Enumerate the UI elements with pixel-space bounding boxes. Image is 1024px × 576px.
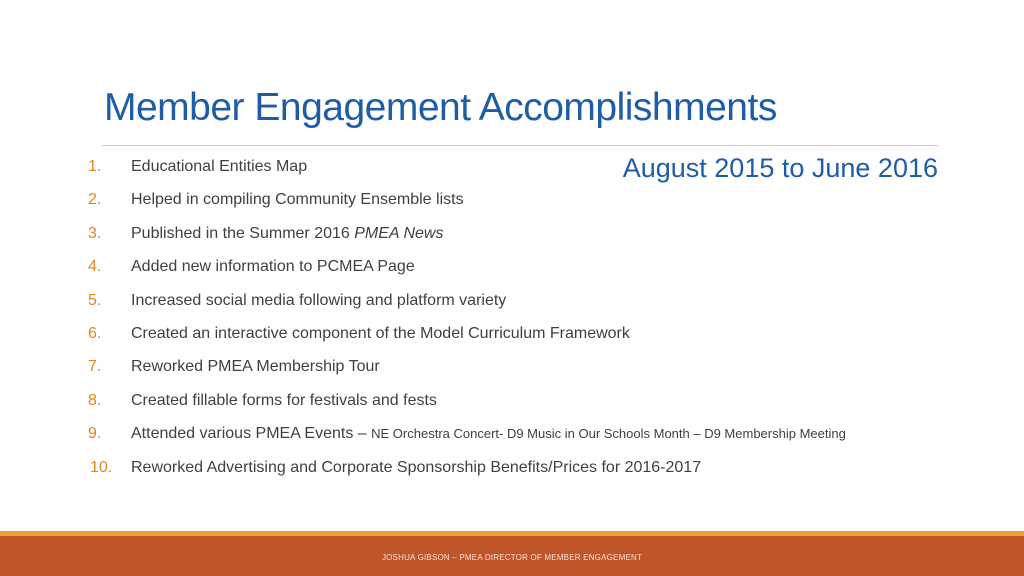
item-text: Educational Entities Map [131,158,308,175]
item-text: Attended various PMEA Events – NE Orchestra Concert- D9 Music in Our Schools Month – D9 Membership Meeting [131,425,846,443]
item-number: 4. [88,258,102,276]
item-text: Published in the Summer 2016 PMEA News [131,224,444,242]
item-text: Reworked PMEA Membership Tour [131,358,380,376]
item-text: Added new information to PCMEA Page [131,258,415,276]
publication-name: PMEA News [354,224,444,242]
title-divider [102,145,938,146]
item-number: 9. [88,425,102,443]
footer-text: JOSHUA GIBSON – PMEA DIRECTOR OF MEMBER ENGAGEMENT [381,553,643,562]
item-number: 1. [88,158,102,175]
item-number: 2. [88,191,102,209]
footer-band [0,536,1024,576]
item-text: Helped in compiling Community Ensemble lists [131,191,464,209]
item-number: 6. [88,324,102,342]
item-number: 8. [88,391,102,409]
item-number: 3. [88,224,102,242]
item-text: Created fillable forms for festivals and fests [131,391,437,409]
events-detail: NE Orchestra Concert- D9 Music in Our Schools Month – D9 Membership Meeting [371,426,846,442]
item-number: 5. [88,291,102,309]
item-number: 7. [88,358,102,376]
date-range-subtitle: August 2015 to June 2016 [622,153,938,183]
slide-title: Member Engagement Accomplishments [104,86,777,129]
item-number: 10. [90,458,113,476]
item-text: Increased social media following and platform variety [131,291,507,309]
item-text: Created an interactive component of the Model Curriculum Framework [131,324,630,342]
item-text: Reworked Advertising and Corporate Sponsorship Benefits/Prices for 2016-2017 [131,458,702,476]
